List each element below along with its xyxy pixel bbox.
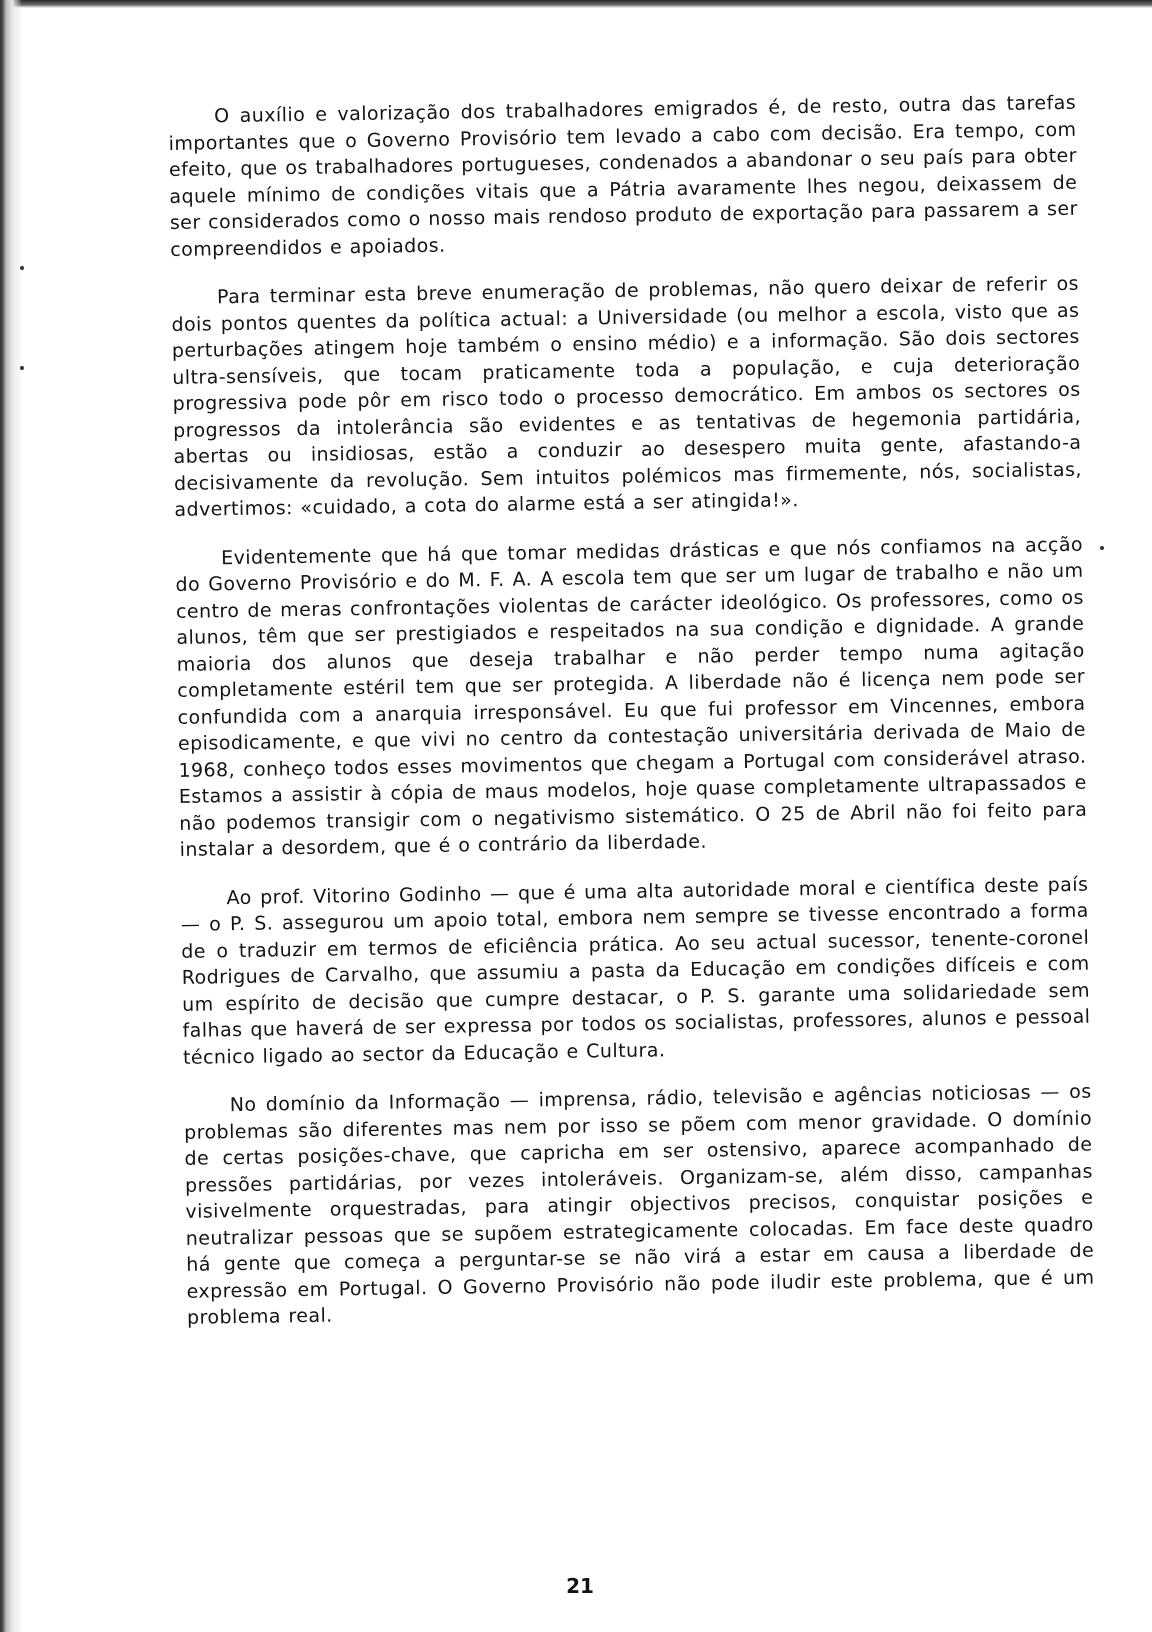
document-page bbox=[168, 90, 1096, 1354]
scan-left-edge bbox=[0, 0, 22, 1632]
paragraph-information-domain: No domínio da Informação — imprensa, rádio, televisão e agências noticiosas — os problemas são diferentes mas nem por isso se põem com menor gravidade. O domínio de certas posições-chave, que capricha em ser ostensivo, aparece acompanhado de pressões partidárias, por vezes intoleráveis. Organizam-se, além disso, campanhas visivelmente orquestradas, para atingir objectivos precisos, conquistar posições e neutralizar pessoas que se supõem estrategicamente colocadas. Em face deste quadro há gente que começa a perguntar-se se não virá a estar em causa a liberdade de expressão em Portugal. O Governo Provisório não pode iludir este problema, que é um problema real. bbox=[183, 1080, 1095, 1329]
scan-speck bbox=[20, 366, 24, 370]
paragraph-university-information: Para terminar esta breve enumeração de problemas, não quero deixar de referir os dois pontos quentes da política actual: a Universidade (ou melhor a escola, visto que as perturbações atingem hoje também o ensino médio) e a informação. São dois sectores ultra-sensíveis, que tocam praticamente toda a população, e cuja deterioração progressiva pode pôr em risco todo o processo democrático. Em ambos os sectores os progressos da intolerância são evidentes e as tentativas de hegemonia partidária, abertas ou insidiosas, estão a conduzir ao desespero muita gente, afastando-a decisivamente da revolução. Sem intuitos polémicos mas firmemente, nós, socialistas, advertimos: «cuidado, a cota do alarme está a ser atingida!». bbox=[171, 272, 1083, 521]
page-number: 21 bbox=[566, 1574, 594, 1598]
scan-top-edge bbox=[0, 0, 1152, 8]
paragraph-school-measures: Evidentemente que há que tomar medidas drásticas e que nós confiamos na acção do Governo Provisório e do M. F. A. A escola tem que ser um lugar de trabalho e não um centro de meras confrontações violentas de carácter ideológico. Os professores, como os alunos, têm que ser prestigiados e respeitados na sua condição e dignidade. A grande maioria dos alunos que deseja trabalhar e não perder tempo numa agitação completamente estéril tem que ser protegida. A liberdade não é licença nem pode ser confundida com a anarquia irresponsável. Eu que fui professor em Vincennes, embora episodicamente, e que vivi no centro da contestação universitária derivada de Maio de 1968, conheço todos esses movimentos que chegam a Portugal com considerável atraso. Estamos a assistir à cópia de maus modelos, hoje quase completamente ultrapassados e não podemos transigir com o negativismo sistemático. O 25 de Abril não foi feito para instalar a desordem, que é o contrário da liberdade. bbox=[175, 533, 1088, 861]
paragraph-education-ministers: Ao prof. Vitorino Godinho — que é uma alta autoridade moral e científica deste país — o P. S. assegurou um apoio total, embora nem sempre se tivesse encontrado a forma de o traduzir em termos de eficiência prática. Ao seu actual sucessor, tenente-coronel Rodrigues de Carvalho, que assumiu a pasta da Educação em condições difíceis e com um espírito de decisão que cumpre destacar, o P. S. garante uma solidariedade sem falhas que haverá de ser expressa por todos os socialistas, professores, alunos e pessoal técnico ligado ao sector da Educação e Cultura. bbox=[180, 873, 1091, 1069]
paragraph-emigrant-workers: O auxílio e valorização dos trabalhadores emigrados é, de resto, outra das tarefas importantes que o Governo Provisório tem levado a cabo com decisão. Era tempo, com efeito, que os trabalhadores portugueses, condenados a abandonar o seu país para obter aquele mínimo de condições vitais que a Pátria avaramente lhes negou, deixassem de ser considerados como o nosso mais rendoso produto de exportação para passarem a ser compreendidos e apoiados. bbox=[168, 91, 1078, 261]
scan-speck bbox=[1100, 546, 1104, 550]
scan-speck bbox=[20, 266, 24, 270]
